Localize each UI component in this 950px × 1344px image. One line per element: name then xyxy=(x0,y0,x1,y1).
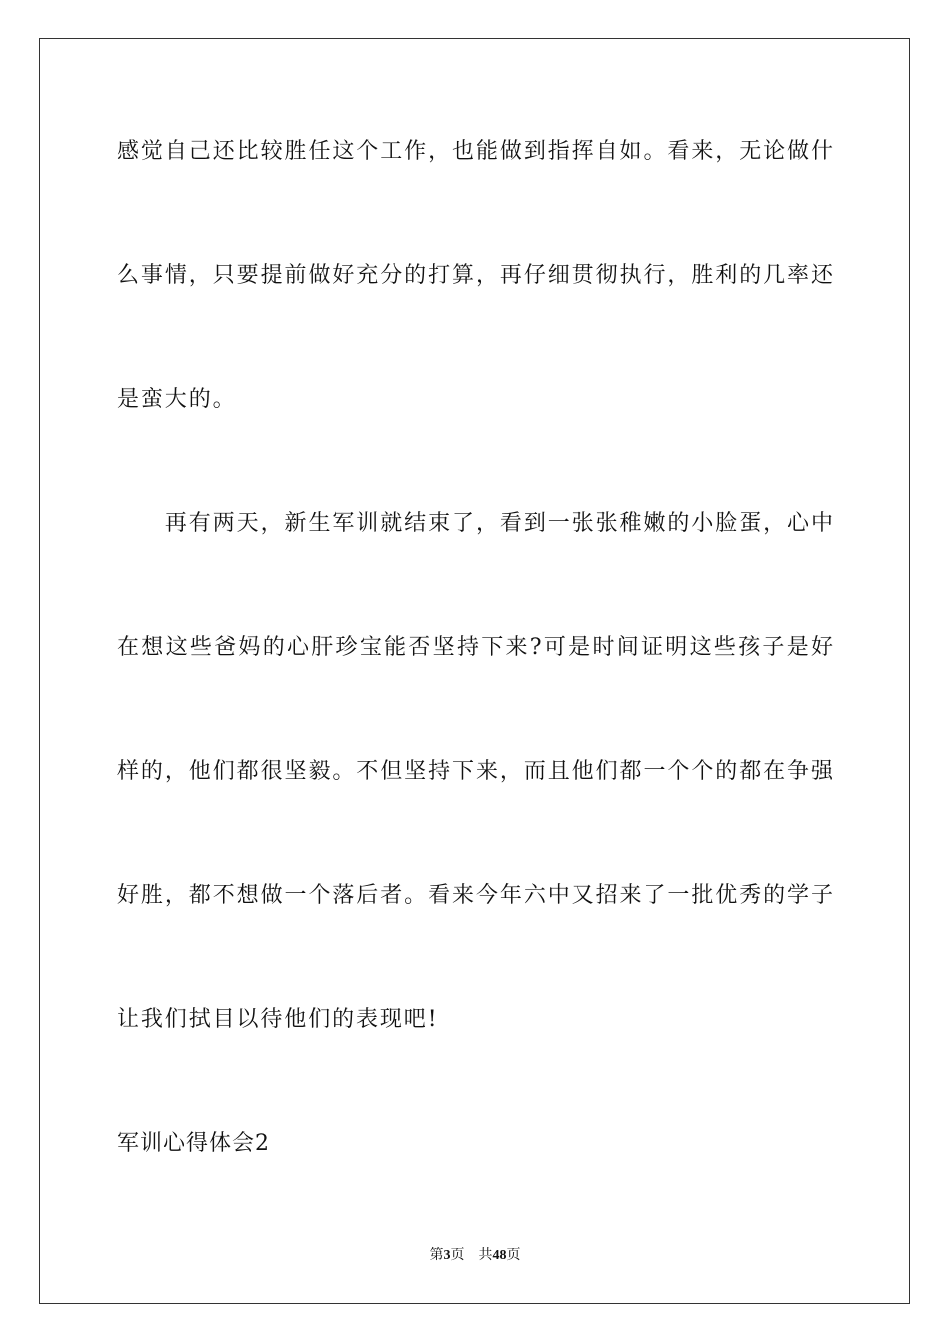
paragraph-2-line-4: 好胜，都不想做一个落后者。看来今年六中又招来了一批优秀的学子 xyxy=(117,883,833,908)
paragraph-1-line-3: 是蛮大的。 xyxy=(117,387,237,412)
footer-page-current: 3 xyxy=(443,1248,451,1263)
page-frame xyxy=(39,38,910,1304)
footer-page-total: 48 xyxy=(492,1248,507,1263)
paragraph-1-line-1: 感觉自己还比较胜任这个工作，也能做到指挥自如。看来，无论做什 xyxy=(117,139,833,164)
page-footer xyxy=(0,1246,950,1266)
paragraph-2-line-1: 再有两天，新生军训就结束了，看到一张张稚嫩的小脸蛋，心中 xyxy=(117,511,833,536)
footer-page-mid: 页 共 xyxy=(450,1248,493,1263)
section-heading: 军训心得体会2 xyxy=(117,1131,270,1156)
paragraph-2-line-3: 样的，他们都很坚毅。不但坚持下来，而且他们都一个个的都在争强 xyxy=(117,759,833,784)
footer-page-prefix: 第 xyxy=(429,1248,444,1263)
footer-page-suffix: 页 xyxy=(506,1248,521,1263)
paragraph-2-line-2: 在想这些爸妈的心肝珍宝能否坚持下来?可是时间证明这些孩子是好 xyxy=(117,635,833,660)
paragraph-2-line-5: 让我们拭目以待他们的表现吧! xyxy=(117,1007,439,1032)
paragraph-1-line-2: 么事情，只要提前做好充分的打算，再仔细贯彻执行，胜利的几率还 xyxy=(117,263,833,288)
